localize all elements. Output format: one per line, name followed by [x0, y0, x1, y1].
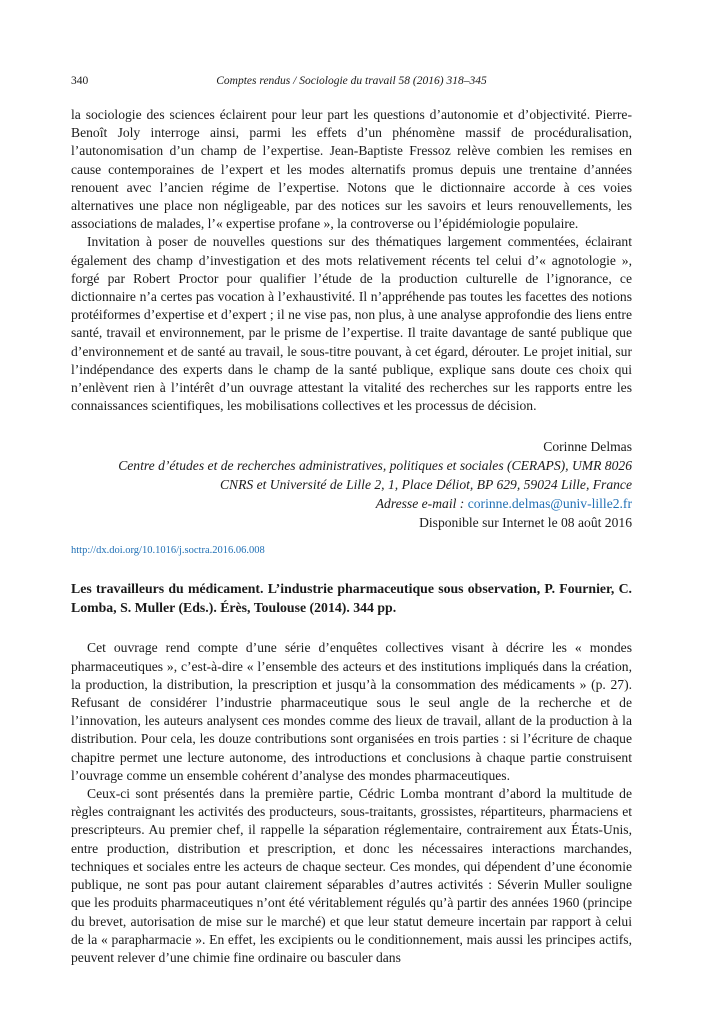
page-number: 340	[71, 75, 89, 87]
review-body	[71, 639, 632, 967]
body-paragraph: la sociologie des sciences éclairent pour leur part les questions d’autonomie et d’objectivité. Pierre-Benoît Joly interroge ainsi, parmi les effets d’un phénomène massif de procéduralisation, l’autonomisation d’un champ de l’expertise. Jean-Baptiste Fressoz relève combien les remises en cause contemporaines de l’expert et les modes alternatifs promus depuis une trentaine d’années renouent avec l’ancien régime de l’expertise. Notons que le dictionnaire accorde à ces voies alternatives une place non négligeable, par des notices sur les savoirs et leurs renouvellements, les associations de malades, l’« expertise profane », la controverse ou l’épidémiologie populaire.	[71, 107, 632, 232]
journal-page	[71, 72, 632, 967]
email-link[interactable]: corinne.delmas@univ-lille2.fr	[467, 496, 632, 512]
availability-date: Disponible sur Internet le 08 août 2016	[419, 515, 632, 531]
author-name: Corinne Delmas	[543, 439, 632, 455]
review-signature	[71, 437, 632, 532]
body-paragraph: Invitation à poser de nouvelles questions sur des thématiques largement commentées, éclairant également des champ d’investigation et des mots relativement récents tel celui d’« agnotologie », forgé par Robert Proctor pour qualifier l’étude de la production culturelle de l’ignorance, ce dictionnaire n’a certes pas vocation à l’exhaustivité. Il n’appréhende pas toutes les facettes des notions protéiformes d’expertise et d’expert ; il ne vise pas, non plus, à une analyse approfondie des liens entre santé, travail et environnement, par le prisme de l’expertise. Il traite davantage de santé publique que d’environnement et de santé au travail, le sous-titre pouvant, à cet égard, dérouter. Le projet initial, sur l’indépendance des experts dans le champ de la santé publique, explique sans doute ces choix qui n’enlèvent rien à l’intérêt d’un ouvrage attestant la vitalité des recherches sur les rapports entre les connaissances scientifiques, les mobilisations collectives et les processus de décision.	[71, 234, 632, 414]
body-paragraph: Ceux-ci sont présentés dans la première partie, Cédric Lomba montrant d’abord la multitude de règles contraignant les activités des producteurs, sous-traitants, grossistes, répartiteurs, pharmaciens et prescripteurs. Au premier chef, il rappelle la séparation réglementaire, contrairement aux États-Unis, entre production, distribution et prescription, et donc les nécessaires interactions marchandes, techniques et sociales entre les acteurs de chaque secteur. Ces mondes, qui dépendent d’une économie publique, ne sont pas pour autant clairement séparables d’autres activités : Séverin Muller souligne que les produits pharmaceutiques n’ont été véritablement régulés qu’à partir des années 1960 (principe du brevet, autorisation de mise sur le marché) et que leur statut demeure incertain par rapport à celui de la « parapharmacie ». En effet, les excipients ou le conditionnement, mais aussi les principes actifs, peuvent relever d’une chimie fine ordinaire ou basculer dans	[71, 786, 632, 965]
body-paragraph: Cet ouvrage rend compte d’une série d’enquêtes collectives visant à décrire les « mondes pharmaceutiques », c’est-à-dire « l’ensemble des acteurs et des institutions impliqués dans la création, la production, la distribution, la prescription et jusqu’à la consommation des médicaments » (p. 27). Refusant de considérer l’industrie pharmaceutique sous le seul angle de la recherche et de l’innovation, les auteurs analysent ces mondes comme des lieux de travail, allant de la production à la distribution. Pour cela, les douze contributions sont organisées en trois parties : si l’écriture de chaque chapitre permet une lecture autonome, des introductions et conclusions à chaque partie construisent l’ouvrage comme un ensemble cohérent d’analyse des mondes pharmaceutiques.	[71, 640, 632, 783]
email-label: Adresse e-mail :	[375, 496, 465, 512]
review-title: Les travailleurs du médicament. L’industrie pharmaceutique sous observation, P. Fournier, C. Lomba, S. Muller (Eds.). Érès, Toulouse (2014). 344 pp.	[71, 581, 632, 615]
journal-title: Comptes rendus / Sociologie du travail 58 (2016) 318–345	[216, 75, 487, 87]
author-address: CNRS et Université de Lille 2, 1, Place Déliot, BP 629, 59024 Lille, France	[219, 477, 632, 493]
author-affiliation: Centre d’études et de recherches administratives, politiques et sociales (CERAPS), UMR 8026	[118, 458, 632, 474]
doi-link[interactable]: http://dx.doi.org/10.1016/j.soctra.2016.06.008	[71, 545, 265, 557]
running-header	[71, 72, 632, 90]
